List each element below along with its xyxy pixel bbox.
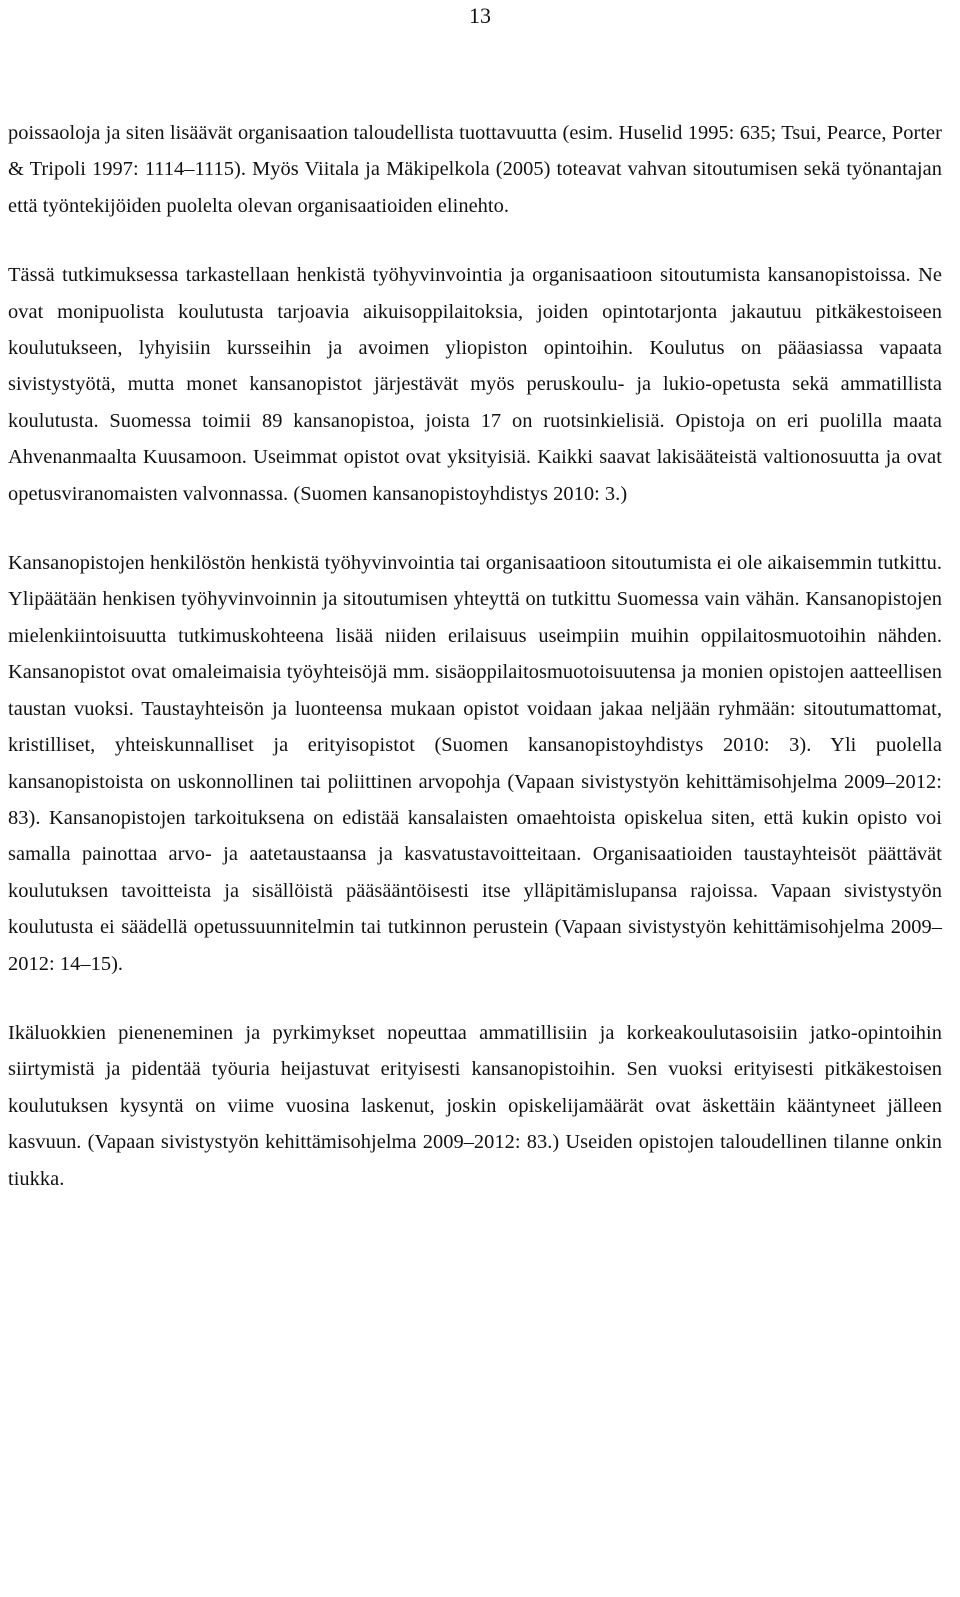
page-number: 13	[469, 3, 491, 28]
body-text	[8, 115, 942, 1230]
paragraph-demographics: Ikäluokkien pieneneminen ja pyrkimykset nopeuttaa ammatillisiin ja korkeakoulutasoisiin jatko-opintoihin siirtymistä ja pidentää työuria heijastuvat erityisesti kansanopistoihin. Sen vuoksi erityisesti pitkäkestoisen koulutuksen kysyntä on viime vuosina laskenut, joskin opiskelijamäärät ovat äskettäin kääntyneet jälleen kasvuun. (Vapaan sivistystyön kehittämisohjelma 2009–2012: 83.) Useiden opistojen taloudellinen tilanne onkin tiukka.	[8, 1021, 942, 1190]
paragraph-kansanopistot: Tässä tutkimuksessa tarkastellaan henkistä työhyvinvointia ja organisaatioon sitoutumista kansanopistoissa. Ne ovat monipuolista koulutusta tarjoavia aikuisoppilaitoksia, joiden opintotarjonta jakautuu pitkäkestoiseen koulutukseen, lyhyisiin kursseihin ja avoimen yliopiston opintoihin. Koulutus on pääasiassa vapaata sivistystyötä, mutta monet kansanopistot järjestävät myös peruskoulu- ja lukio-opetusta sekä ammatillista koulutusta. Suomessa toimii 89 kansanopistoa, joista 17 on ruotsinkielisiä. Opistoja on eri puolilla maata Ahvenanmaalta Kuusamoon. Useimmat opistot ovat yksityisiä. Kaikki saavat lakisääteistä valtionosuutta ja ovat opetusviranomaisten valvonnassa. (Suomen kansanopistoyhdistys 2010: 3.)	[8, 264, 942, 505]
paragraph-research-gap: Kansanopistojen henkilöstön henkistä työhyvinvointia tai organisaatioon sitoutumista ei ole aikaisemmin tutkittu. Ylipäätään henkisen työhyvinvoinnin ja sitoutumisen yhteyttä on tutkittu Suomessa vain vähän. Kansanopistojen mielenkiintoisuutta tutkimuskohteena lisää niiden erilaisuus useimpiin muihin oppilaitosmuotoihin nähden. Kansanopistot ovat omaleimaisia työyhteisöjä mm. sisäoppilaitosmuotoisuutensa ja monien opistojen aatteellisen taustan vuoksi. Taustayhteisön ja luonteensa mukaan opistot voidaan jakaa neljään ryhmään: sitoutumattomat, kristilliset, yhteiskunnalliset ja erityisopistot (Suomen kansanopistoyhdistys 2010: 3). Yli puolella kansanopistoista on uskonnollinen tai poliittinen arvopohja (Vapaan sivistystyön kehittämisohjelma 2009–2012: 83). Kansanopistojen tarkoituksena on edistää kansalaisten omaehtoista opiskelua siten, että kukin opisto voi samalla painottaa arvo- ja aatetaustaansa ja kasvatustavoitteitaan. Organisaatioiden taustayhteisöt päättävät koulutuksen tavoitteista ja sisällöistä pääsääntöisesti itse ylläpitämislupansa rajoissa. Vapaan sivistystyön koulutusta ei säädellä opetussuunnitelmin tai tutkinnon perustein (Vapaan sivistystyön kehittämisohjelma 2009–2012: 14–15).	[8, 552, 942, 975]
paragraph-intro-continuation: poissaoloja ja siten lisäävät organisaation taloudellista tuottavuutta (esim. Huselid 1995: 635; Tsui, Pearce, Porter & Tripoli 1997: 1114–1115). Myös Viitala ja Mäkipelkola (2005) toteavat vahvan sitoutumisen sekä työnantajan että työntekijöiden puolelta olevan organisaatioiden elinehto.	[8, 122, 942, 217]
